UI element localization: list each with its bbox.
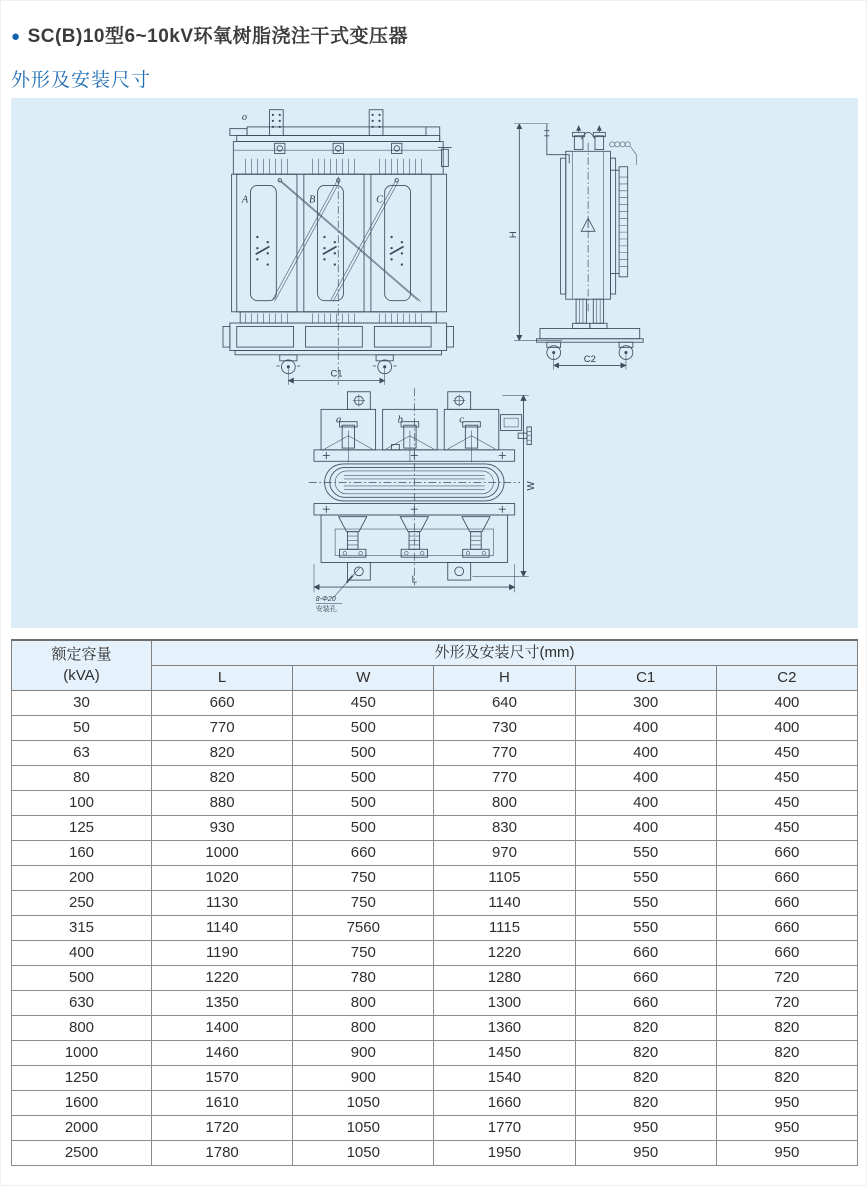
dim-h-label: H bbox=[507, 231, 519, 239]
cell-kva: 80 bbox=[12, 766, 152, 791]
cell-l: 1000 bbox=[152, 841, 293, 866]
page-title bbox=[11, 21, 866, 48]
dim-w-label: W bbox=[526, 481, 537, 491]
cell-c2: 720 bbox=[716, 966, 857, 991]
table-row bbox=[12, 966, 858, 991]
cell-w: 450 bbox=[293, 691, 434, 716]
cell-h: 1660 bbox=[434, 1091, 575, 1116]
cell-w: 750 bbox=[293, 941, 434, 966]
cell-w: 500 bbox=[293, 766, 434, 791]
cell-w: 1050 bbox=[293, 1116, 434, 1141]
table-row bbox=[12, 1141, 858, 1166]
cell-l: 1350 bbox=[152, 991, 293, 1016]
cell-c2: 950 bbox=[716, 1091, 857, 1116]
cell-kva: 125 bbox=[12, 816, 152, 841]
cell-h: 1300 bbox=[434, 991, 575, 1016]
cell-h: 970 bbox=[434, 841, 575, 866]
cell-h: 1540 bbox=[434, 1066, 575, 1091]
cell-c2: 820 bbox=[716, 1066, 857, 1091]
cell-w: 750 bbox=[293, 891, 434, 916]
note-line2: 安装孔 bbox=[315, 605, 337, 613]
cell-c2: 400 bbox=[716, 691, 857, 716]
table-row bbox=[12, 941, 858, 966]
cell-kva: 63 bbox=[12, 741, 152, 766]
bottom-tabs bbox=[347, 562, 470, 580]
front-view bbox=[223, 110, 453, 385]
dim-l-label: L bbox=[411, 574, 418, 586]
phase-label-c: C bbox=[376, 194, 383, 206]
cell-h: 1770 bbox=[434, 1116, 575, 1141]
cell-c1: 400 bbox=[575, 716, 716, 741]
cell-c1: 950 bbox=[575, 1116, 716, 1141]
mounting-hole-note bbox=[316, 568, 360, 613]
cell-kva: 50 bbox=[12, 716, 152, 741]
coil-column-b bbox=[304, 174, 364, 312]
cell-w: 900 bbox=[293, 1066, 434, 1091]
cell-c2: 660 bbox=[716, 841, 857, 866]
cell-l: 1400 bbox=[152, 1016, 293, 1041]
cell-c2: 660 bbox=[716, 916, 857, 941]
cell-l: 1220 bbox=[152, 966, 293, 991]
cell-c1: 820 bbox=[575, 1016, 716, 1041]
table-row bbox=[12, 916, 858, 941]
cell-l: 820 bbox=[152, 766, 293, 791]
phase-label-b: B bbox=[309, 194, 316, 206]
side-view bbox=[508, 124, 643, 370]
cell-c2: 450 bbox=[716, 741, 857, 766]
cell-l: 820 bbox=[152, 741, 293, 766]
rated-capacity-header bbox=[12, 640, 152, 691]
cell-c1: 550 bbox=[575, 841, 716, 866]
cell-l: 1720 bbox=[152, 1116, 293, 1141]
cell-w: 900 bbox=[293, 1041, 434, 1066]
col-header-h: H bbox=[434, 666, 575, 691]
cell-l: 1140 bbox=[152, 916, 293, 941]
cell-c1: 660 bbox=[575, 941, 716, 966]
cell-c1: 660 bbox=[575, 991, 716, 1016]
cell-c2: 720 bbox=[716, 991, 857, 1016]
table-row bbox=[12, 1041, 858, 1066]
cell-w: 500 bbox=[293, 716, 434, 741]
top-view bbox=[309, 388, 537, 613]
rod-anchor-bolts bbox=[275, 143, 402, 153]
cell-c2: 660 bbox=[716, 891, 857, 916]
front-label-o: o bbox=[241, 112, 248, 124]
bushing-box-a bbox=[321, 409, 376, 462]
bullet-icon: ● bbox=[11, 28, 21, 45]
col-header-c2: C2 bbox=[716, 666, 857, 691]
cell-h: 730 bbox=[434, 716, 575, 741]
cell-l: 1130 bbox=[152, 891, 293, 916]
coil-column-c bbox=[371, 174, 431, 312]
table-row bbox=[12, 691, 858, 716]
cell-c2: 400 bbox=[716, 716, 857, 741]
cell-c2: 660 bbox=[716, 866, 857, 891]
cell-l: 770 bbox=[152, 716, 293, 741]
cell-c2: 950 bbox=[716, 1116, 857, 1141]
table-row bbox=[12, 716, 858, 741]
cell-w: 660 bbox=[293, 841, 434, 866]
cell-c1: 820 bbox=[575, 1091, 716, 1116]
cell-c1: 950 bbox=[575, 1141, 716, 1166]
cell-kva: 400 bbox=[12, 941, 152, 966]
cell-l: 880 bbox=[152, 791, 293, 816]
bushing-label-a: a bbox=[336, 414, 342, 426]
bracing-rods bbox=[272, 179, 421, 302]
phase-label-a: A bbox=[241, 194, 249, 206]
cell-kva: 1600 bbox=[12, 1091, 152, 1116]
cell-kva: 160 bbox=[12, 841, 152, 866]
cell-l: 1780 bbox=[152, 1141, 293, 1166]
page-subtitle: 外形及安装尺寸 bbox=[11, 70, 152, 91]
cell-kva: 800 bbox=[12, 1016, 152, 1041]
bolt-plate-right bbox=[369, 110, 383, 136]
cell-c1: 660 bbox=[575, 966, 716, 991]
cell-c1: 300 bbox=[575, 691, 716, 716]
table-row bbox=[12, 866, 858, 891]
cell-h: 1950 bbox=[434, 1141, 575, 1166]
cell-l: 660 bbox=[152, 691, 293, 716]
cell-l: 1190 bbox=[152, 941, 293, 966]
cell-c2: 950 bbox=[716, 1141, 857, 1166]
cell-kva: 30 bbox=[12, 691, 152, 716]
cell-kva: 630 bbox=[12, 991, 152, 1016]
cell-h: 1360 bbox=[434, 1016, 575, 1041]
table-row bbox=[12, 766, 858, 791]
cell-c2: 450 bbox=[716, 816, 857, 841]
rated-capacity-unit: (kVA) bbox=[63, 666, 100, 684]
col-header-l: L bbox=[152, 666, 293, 691]
cell-c2: 820 bbox=[716, 1016, 857, 1041]
dim-c1-label: C1 bbox=[330, 368, 343, 380]
cell-w: 800 bbox=[293, 1016, 434, 1041]
cell-w: 500 bbox=[293, 791, 434, 816]
transformer-drawings bbox=[11, 98, 858, 628]
table-row bbox=[12, 1016, 858, 1041]
cell-c2: 820 bbox=[716, 1041, 857, 1066]
cell-c1: 400 bbox=[575, 791, 716, 816]
table-row bbox=[12, 1116, 858, 1141]
cell-h: 770 bbox=[434, 741, 575, 766]
cell-w: 1050 bbox=[293, 1141, 434, 1166]
cell-w: 750 bbox=[293, 866, 434, 891]
cell-kva: 1000 bbox=[12, 1041, 152, 1066]
cell-h: 640 bbox=[434, 691, 575, 716]
cell-kva: 2000 bbox=[12, 1116, 152, 1141]
dim-c1 bbox=[288, 368, 384, 385]
cell-h: 830 bbox=[434, 816, 575, 841]
col-header-w: W bbox=[293, 666, 434, 691]
dim-h bbox=[508, 124, 562, 341]
cell-kva: 100 bbox=[12, 791, 152, 816]
dim-c2-label: C2 bbox=[583, 353, 596, 365]
cell-h: 1105 bbox=[434, 866, 575, 891]
cell-kva: 315 bbox=[12, 916, 152, 941]
cell-h: 770 bbox=[434, 766, 575, 791]
page-title-text: SC(B)10型6~10kV环氧树脂浇注干式变压器 bbox=[27, 26, 409, 47]
cell-c1: 550 bbox=[575, 866, 716, 891]
cell-kva: 200 bbox=[12, 866, 152, 891]
coil-column-a bbox=[237, 174, 297, 312]
note-line1: 8-Φ20 bbox=[315, 596, 336, 604]
table-row bbox=[12, 1091, 858, 1116]
cell-l: 1570 bbox=[152, 1066, 293, 1091]
cell-kva: 250 bbox=[12, 891, 152, 916]
cell-l: 1610 bbox=[152, 1091, 293, 1116]
bushing-box-b bbox=[383, 409, 438, 462]
cell-h: 1115 bbox=[434, 916, 575, 941]
cell-l: 1020 bbox=[152, 866, 293, 891]
group-header: 外形及安装尺寸(mm) bbox=[152, 640, 858, 666]
cell-w: 7560 bbox=[293, 916, 434, 941]
coil-symbol bbox=[610, 142, 637, 165]
cell-h: 1450 bbox=[434, 1041, 575, 1066]
table-row bbox=[12, 841, 858, 866]
cell-l: 1460 bbox=[152, 1041, 293, 1066]
col-header-c1: C1 bbox=[575, 666, 716, 691]
top-tabs bbox=[347, 392, 470, 410]
cell-c1: 820 bbox=[575, 1041, 716, 1066]
cell-l: 930 bbox=[152, 816, 293, 841]
cell-c1: 550 bbox=[575, 891, 716, 916]
cell-h: 800 bbox=[434, 791, 575, 816]
cell-kva: 2500 bbox=[12, 1141, 152, 1166]
bushing-label-b: b bbox=[397, 414, 403, 426]
cell-c2: 450 bbox=[716, 766, 857, 791]
cell-c1: 550 bbox=[575, 916, 716, 941]
lower-bushing-feet bbox=[339, 517, 490, 557]
cell-w: 500 bbox=[293, 816, 434, 841]
cell-kva: 1250 bbox=[12, 1066, 152, 1091]
cell-c1: 400 bbox=[575, 741, 716, 766]
cell-w: 780 bbox=[293, 966, 434, 991]
cell-w: 800 bbox=[293, 991, 434, 1016]
table-row bbox=[12, 741, 858, 766]
rated-capacity-label: 额定容量 bbox=[51, 646, 112, 664]
dimensions-table bbox=[11, 639, 858, 1166]
cell-h: 1140 bbox=[434, 891, 575, 916]
cell-h: 1220 bbox=[434, 941, 575, 966]
cell-kva: 500 bbox=[12, 966, 152, 991]
cell-w: 1050 bbox=[293, 1091, 434, 1116]
drawing-panel bbox=[11, 98, 858, 628]
bolt-plate-left bbox=[269, 110, 283, 136]
cell-c2: 450 bbox=[716, 791, 857, 816]
table-row bbox=[12, 991, 858, 1016]
cell-h: 1280 bbox=[434, 966, 575, 991]
cell-c1: 820 bbox=[575, 1066, 716, 1091]
cell-c1: 400 bbox=[575, 816, 716, 841]
cell-w: 500 bbox=[293, 741, 434, 766]
bushing-box-c bbox=[444, 409, 499, 462]
table-row bbox=[12, 791, 858, 816]
bushing-label-c: c bbox=[459, 414, 464, 426]
dim-c2 bbox=[554, 354, 626, 370]
cell-c1: 400 bbox=[575, 766, 716, 791]
table-row bbox=[12, 891, 858, 916]
table-row bbox=[12, 816, 858, 841]
table-row bbox=[12, 1066, 858, 1091]
cell-c2: 660 bbox=[716, 941, 857, 966]
